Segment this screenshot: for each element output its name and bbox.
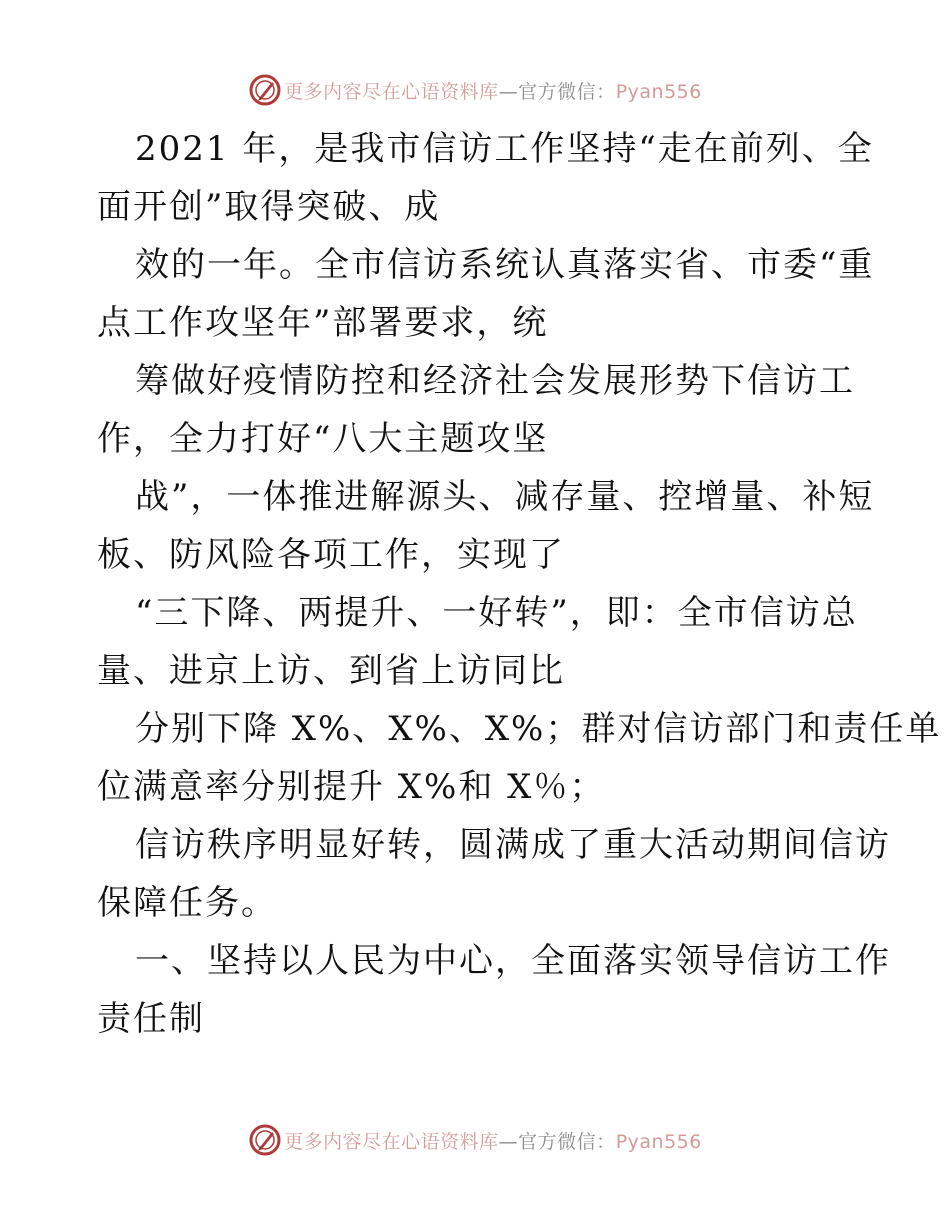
- paragraph-line: 板、防风险各项工作，实现了: [97, 535, 565, 575]
- watermark-text: 更多内容尽在心语资料库—官方微信：Pyan556: [284, 80, 702, 103]
- paragraph-line: 作，全力打好“八大主题攻坚: [97, 419, 549, 459]
- paragraph-line: 2021 年，是我市信访工作坚持“走在前列、全: [135, 129, 874, 169]
- pen-circle-logo-icon: [248, 1123, 282, 1157]
- footer-watermark: [0, 1123, 950, 1157]
- document-body: [97, 120, 942, 1048]
- section-heading: 一、坚持以人民为中心，全面落实领导信访工作: [135, 941, 891, 981]
- paragraph-line: 效的一年。全市信访系统认真落实省、市委“重: [135, 245, 875, 285]
- paragraph-line: 位满意率分别提升 X%和 X％；: [97, 767, 606, 807]
- paragraph-line: “三下降、两提升、一好转”，即：全市信访总: [135, 593, 858, 633]
- paragraph-line: 信访秩序明显好转，圆满成了重大活动期间信访: [135, 825, 891, 865]
- paragraph-line: 量、进京上访、到省上访同比: [97, 651, 565, 691]
- paragraph-line: 筹做好疫情防控和经济社会发展形势下信访工: [135, 361, 855, 401]
- paragraph-line: 保障任务。: [97, 883, 277, 923]
- paragraph-line: 面开创”取得突破、成: [97, 187, 441, 227]
- paragraph-line: 分别下降 X%、X%、X%；群对信访部门和责任单: [135, 709, 942, 749]
- watermark-text: 更多内容尽在心语资料库—官方微信：Pyan556: [284, 1130, 702, 1153]
- header-watermark: [0, 73, 950, 107]
- paragraph-line: 点工作攻坚年”部署要求，统: [97, 303, 549, 343]
- section-heading: 责任制: [97, 999, 205, 1039]
- pen-circle-logo-icon: [248, 73, 282, 107]
- paragraph-line: 战”，一体推进解源头、减存量、控增量、补短: [135, 477, 875, 517]
